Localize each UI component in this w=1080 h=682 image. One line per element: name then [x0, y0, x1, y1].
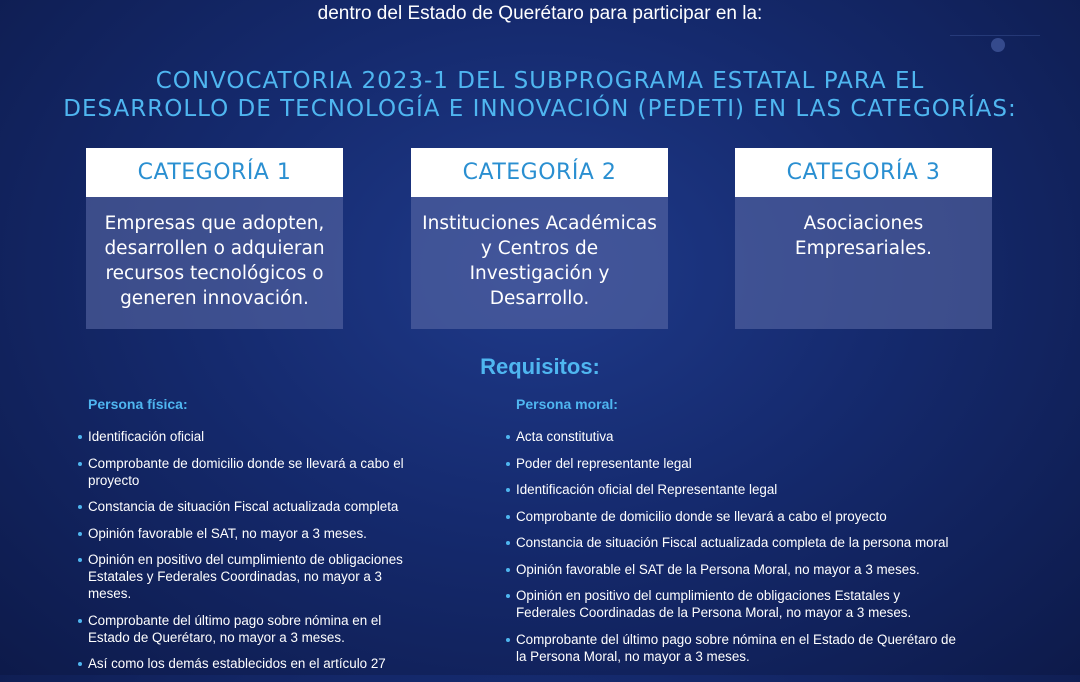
intro-text: dentro del Estado de Querétaro para participar en la: — [317, 3, 763, 24]
list-item-text: Estatales y Federales Coordinadas, no mayor a 3 — [88, 569, 383, 584]
category-line: Asociaciones — [803, 213, 924, 234]
category-title: CATEGORÍA 2 — [411, 148, 668, 197]
bullet-icon — [78, 462, 82, 466]
list-item-text: Comprobante del último pago sobre nómina en el Estado de Querétaro de — [516, 631, 956, 647]
list-item — [506, 455, 1026, 472]
list-item-text: Opinión favorable el SAT de la Persona Moral, no mayor a 3 meses. — [516, 561, 920, 577]
category-card-3 — [735, 148, 992, 329]
category-line: generen innovación. — [120, 288, 309, 309]
bullet-icon — [506, 594, 510, 598]
bullet-icon — [78, 619, 82, 623]
list-item-text: Comprobante de domicilio donde se llevará a cabo el proyecto — [516, 508, 887, 524]
list-item-text: Opinión en positivo del cumplimiento de obligaciones — [88, 552, 403, 567]
list-item-text: Identificación oficial — [88, 429, 205, 444]
bullet-icon — [78, 505, 82, 509]
category-card-2 — [411, 148, 668, 329]
list-item-text: meses. — [88, 586, 132, 601]
bullet-icon — [78, 532, 82, 536]
bullet-icon — [506, 568, 510, 572]
list-item-text: proyecto — [88, 472, 140, 488]
list-item — [506, 481, 1026, 498]
list-item-text: Constancia de situación Fiscal actualizada completa — [88, 499, 399, 514]
bullet-icon — [506, 515, 510, 519]
persona-moral-list — [506, 428, 1026, 665]
list-item-text: Opinión en positivo del cumplimiento de obligaciones Estatales y — [516, 588, 901, 603]
requisitos-title: Requisitos: — [480, 354, 600, 379]
category-line: Investigación y Desarrollo. — [469, 263, 610, 309]
bullet-icon — [78, 662, 82, 666]
list-item-text: Comprobante del último pago sobre nómina en el — [88, 612, 382, 628]
list-item-text: Poder del representante legal — [516, 455, 692, 471]
list-item — [78, 612, 478, 646]
persona-fisica-column — [78, 396, 478, 682]
list-item — [506, 534, 1026, 551]
bullet-icon — [78, 435, 82, 439]
list-item — [506, 587, 1026, 621]
category-line: Empresariales. — [794, 238, 933, 259]
list-item — [506, 631, 1026, 665]
list-item — [506, 508, 1026, 525]
category-card-1 — [86, 148, 343, 329]
list-item — [78, 551, 478, 602]
list-item — [78, 498, 478, 515]
persona-fisica-title: Persona física: — [88, 396, 188, 412]
bullet-icon — [78, 558, 82, 562]
list-item — [78, 455, 478, 489]
category-title: CATEGORÍA 1 — [86, 148, 343, 197]
bullet-icon — [506, 638, 510, 642]
category-line: desarrollen o adquieran — [104, 238, 325, 259]
decorative-circle — [991, 38, 1005, 52]
category-description — [86, 197, 343, 329]
list-item — [78, 655, 478, 672]
list-item-text: la Persona Moral, no mayor a 3 meses. — [516, 648, 750, 664]
list-item-text: Identificación oficial del Representante legal — [516, 482, 778, 497]
headline-line-2: DESARROLLO DE TECNOLOGÍA E INNOVACIÓN (PEDETI) EN LAS CATEGORÍAS: — [63, 96, 1017, 122]
persona-moral-column — [506, 396, 1026, 674]
bullet-icon — [506, 462, 510, 466]
list-item-text: Comprobante de domicilio donde se llevará a cabo el — [88, 455, 404, 471]
list-item-text: Federales Coordinadas de la Persona Moral, no mayor a 3 meses. — [516, 605, 912, 620]
category-description — [735, 197, 992, 329]
category-line: Empresas que adopten, — [104, 213, 325, 234]
list-item — [78, 525, 478, 542]
persona-moral-title: Persona moral: — [516, 396, 618, 412]
list-item — [78, 428, 478, 445]
list-item-text: Así como los demás establecidos en el artículo 27 — [88, 656, 386, 671]
category-description — [411, 197, 668, 329]
list-item-text: Opinión favorable el SAT, no mayor a 3 meses. — [88, 525, 367, 541]
headline-line-1: CONVOCATORIA 2023-1 DEL SUBPROGRAMA ESTATAL PARA EL — [155, 68, 925, 94]
headline — [0, 67, 1080, 123]
list-item-text: Acta constitutiva — [516, 429, 614, 444]
list-item-text: Constancia de situación Fiscal actualizada completa de la persona moral — [516, 535, 949, 550]
bullet-icon — [506, 541, 510, 545]
bullet-icon — [506, 435, 510, 439]
category-line: Instituciones Académicas — [422, 213, 657, 234]
category-line: y Centros de — [480, 238, 599, 259]
category-title: CATEGORÍA 3 — [735, 148, 992, 197]
persona-fisica-list — [78, 428, 478, 672]
list-item — [506, 428, 1026, 445]
category-line: recursos tecnológicos o — [105, 263, 324, 284]
list-item — [506, 561, 1026, 578]
bullet-icon — [506, 488, 510, 492]
list-item-text: Estado de Querétaro, no mayor a 3 meses. — [88, 629, 345, 645]
